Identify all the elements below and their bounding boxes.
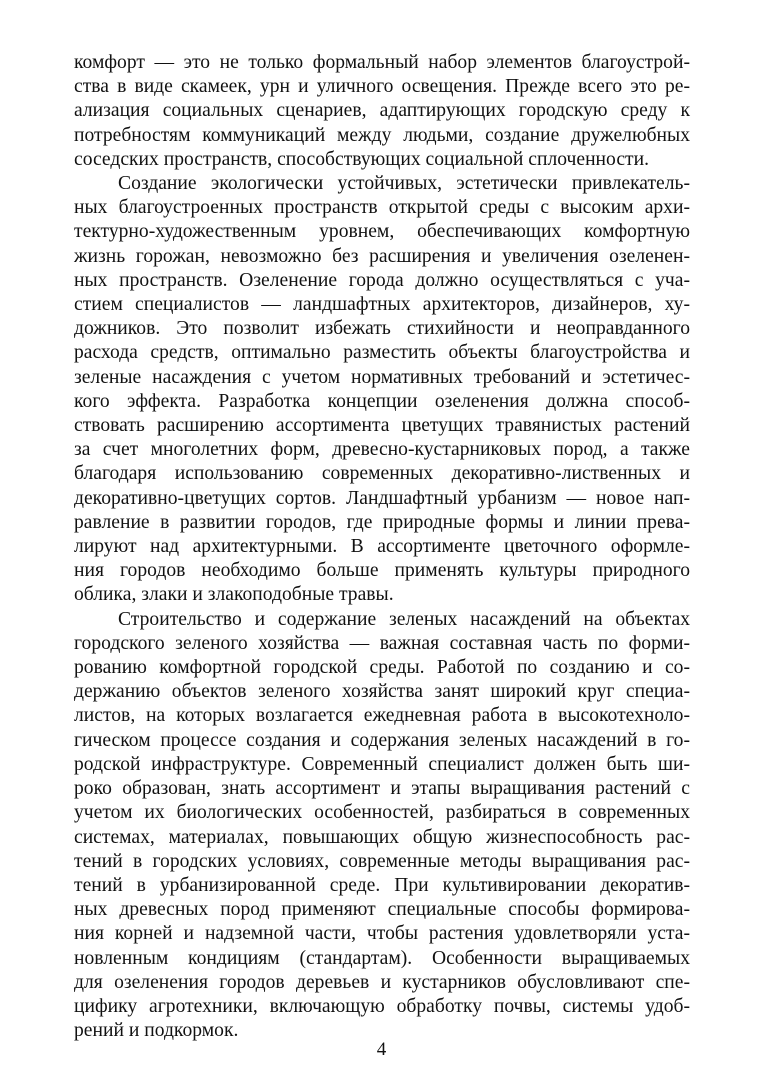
text-line: кого эффекта. Разработка концепции озеленения должна способ- (74, 390, 690, 412)
text-line: роко образован, знать ассортимент и этапы выращивания растений с (74, 778, 690, 800)
text-line: декоративно-цветущих сортов. Ландшафтный урбанизм — новое нап- (74, 487, 690, 509)
text-line: учетом их биологических особенностей, разбираться в современных (74, 802, 690, 824)
text-line: для озеленения городов деревьев и кустарников обусловливают спе- (74, 971, 690, 993)
text-line: благодаря использованию современных декоративно-лиственных и (74, 463, 690, 485)
text-line: ния корней и надземной части, чтобы растения удовлетворяли уста- (74, 923, 690, 945)
paragraph-3 (74, 608, 690, 1044)
text-line: рованию комфортной городской среды. Работой по созданию и со- (74, 657, 690, 679)
text-line: стием специалистов — ландшафтных архитекторов, дизайнеров, ху- (74, 294, 690, 316)
page-number: 4 (376, 1039, 387, 1060)
text-line: Создание экологически устойчивых, эстетически привлекатель- (118, 173, 690, 195)
text-line: тектурно-художественным уровнем, обеспечивающих комфортную (74, 221, 690, 243)
text-line: Строительство и содержание зеленых насаждений на объектах (118, 608, 690, 630)
text-line: зеленые насаждения с учетом нормативных требований и эстетичес- (74, 366, 690, 388)
text-line: держанию объектов зеленого хозяйства занят широкий круг специа- (74, 681, 690, 703)
text-line: потребностям коммуникаций между людьми, создание дружелюбных (74, 124, 690, 146)
text-line: ствовать расширению ассортимента цветущих травянистых растений (74, 415, 690, 437)
text-line: ния городов необходимо больше применять культуры природного (74, 560, 690, 582)
text-line: за счет многолетних форм, древесно-кустарниковых пород, а также (74, 439, 690, 461)
text-line: городского зеленого хозяйства — важная составная часть по форми- (74, 632, 690, 654)
text-line: родской инфраструктуре. Современный специалист должен быть ши- (74, 753, 690, 775)
text-line: тений в городских условиях, современные методы выращивания рас- (74, 850, 690, 872)
text-line: равление в развитии городов, где природные формы и линии прева- (74, 511, 690, 533)
text-line: соседских пространств, способствующих социальной сплоченности. (74, 148, 649, 170)
text-line: облика, злаки и злакоподобные травы. (74, 584, 394, 606)
text-line: листов, на которых возлагается ежедневная работа в высокотехноло- (74, 705, 690, 727)
paragraph-1 (74, 51, 690, 172)
text-line: дожников. Это позволит избежать стихийности и неоправданного (74, 318, 690, 340)
paragraph-2 (74, 172, 690, 608)
text-line: ных благоустроенных пространств открытой среды с высоким архи- (74, 197, 690, 219)
text-line: новленным кондициям (стандартам). Особенности выращиваемых (74, 947, 690, 969)
text-line: ных пространств. Озеленение города должно осуществляться с уча- (74, 269, 690, 291)
text-line: гическом процессе создания и содержания зеленых насаждений в го- (74, 729, 690, 751)
text-line: системах, материалах, повышающих общую жизнеспособность рас- (74, 826, 690, 848)
text-line: ных древесных пород применяют специальные способы формирова- (74, 899, 690, 921)
text-line: жизнь горожан, невозможно без расширения и увеличения озеленен- (74, 245, 690, 267)
text-line: лируют над архитектурными. В ассортименте цветочного оформле- (74, 536, 690, 558)
text-line: тений в урбанизированной среде. При культивировании декоратив- (74, 874, 690, 896)
text-line: ства в виде скамеек, урн и уличного освещения. Прежде всего это ре- (74, 76, 690, 98)
text-line: цифику агротехники, включающую обработку почвы, системы удоб- (74, 995, 690, 1017)
text-line: ализация социальных сценариев, адаптирующих городскую среду к (74, 100, 690, 122)
text-line: комфорт — это не только формальный набор элементов благоустрой- (74, 52, 690, 73)
text-line: расхода средств, оптимально разместить объекты благоустройства и (74, 342, 690, 364)
text-line: рений и подкормок. (74, 1020, 239, 1042)
page-body (74, 51, 690, 1043)
